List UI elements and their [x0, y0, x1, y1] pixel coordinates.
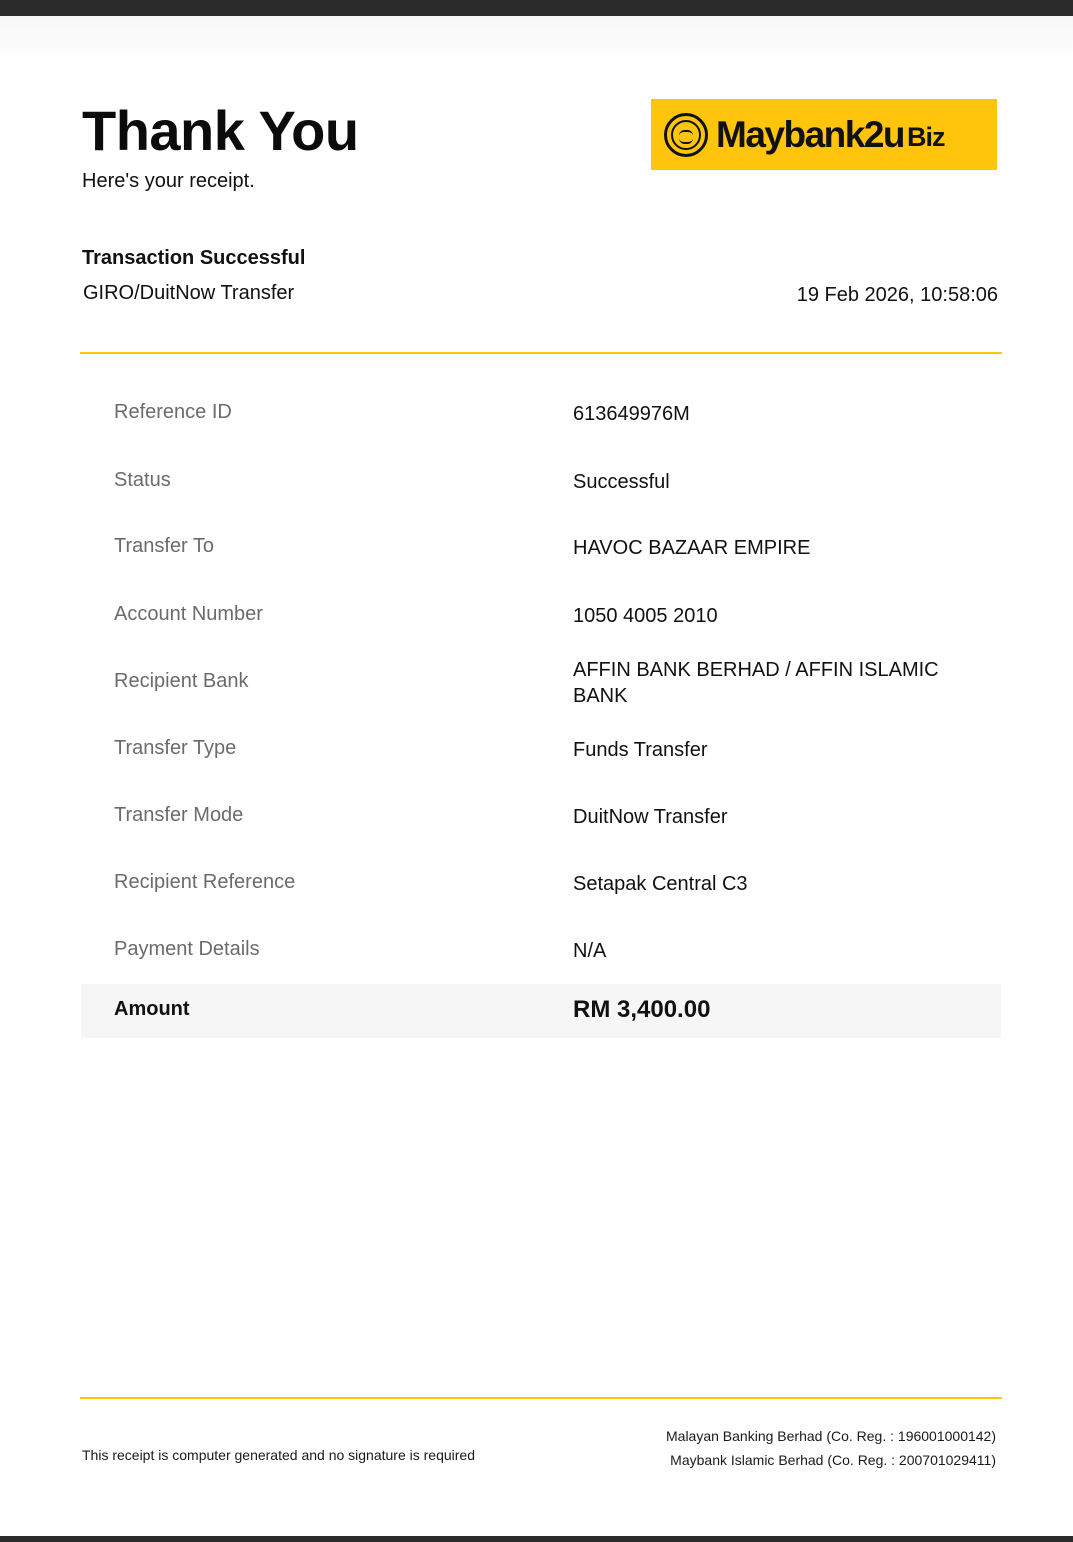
footer-company-line: Maybank Islamic Berhad (Co. Reg. : 200701029411) — [670, 1452, 996, 1468]
detail-value: 613649976M — [573, 403, 690, 425]
detail-label: Reference ID — [114, 401, 232, 423]
detail-label: Recipient Reference — [114, 871, 296, 893]
bottom-device-bar — [0, 1536, 1073, 1542]
page-title: Thank You — [82, 99, 359, 162]
footer-company-line: Malayan Banking Berhad (Co. Reg. : 196001000142) — [666, 1428, 996, 1444]
detail-label: Payment Details — [114, 938, 260, 960]
transaction-status-heading: Transaction Successful — [82, 247, 306, 269]
page-subtitle: Here's your receipt. — [82, 170, 255, 192]
detail-value: N/A — [573, 940, 607, 962]
detail-label: Status — [114, 469, 171, 491]
detail-value: HAVOC BAZAAR EMPIRE — [573, 537, 811, 559]
transaction-type: GIRO/DuitNow Transfer — [83, 282, 295, 304]
amount-row — [81, 984, 1001, 1038]
bottom-divider — [80, 1397, 1002, 1399]
detail-label: Recipient Bank — [114, 670, 249, 692]
detail-value: 1050 4005 2010 — [573, 605, 718, 627]
detail-label: Transfer Mode — [114, 804, 244, 826]
detail-value: AFFIN BANK BERHAD / AFFIN ISLAMIC BANK — [573, 659, 939, 707]
detail-value: Successful — [573, 471, 670, 493]
footer-company-info — [666, 1424, 996, 1472]
detail-value: DuitNow Transfer — [573, 806, 728, 828]
amount-value: RM 3,400.00 — [573, 996, 711, 1023]
tiger-emblem-icon — [664, 113, 708, 157]
logo-brand-text: Maybank2u — [716, 113, 905, 155]
footer-note: This receipt is computer generated and no signature is required — [82, 1447, 475, 1463]
top-divider — [80, 352, 1002, 354]
detail-value: Funds Transfer — [573, 739, 708, 761]
amount-label: Amount — [114, 998, 190, 1020]
transaction-datetime: 19 Feb 2026, 10:58:06 — [796, 284, 998, 306]
detail-value: Setapak Central C3 — [573, 873, 748, 895]
detail-label: Transfer To — [114, 535, 215, 557]
maybank-logo — [651, 99, 997, 170]
detail-label: Transfer Type — [114, 737, 237, 759]
logo-suffix-text: Biz — [907, 122, 945, 152]
top-device-bar — [0, 0, 1073, 16]
detail-label: Account Number — [114, 603, 263, 625]
